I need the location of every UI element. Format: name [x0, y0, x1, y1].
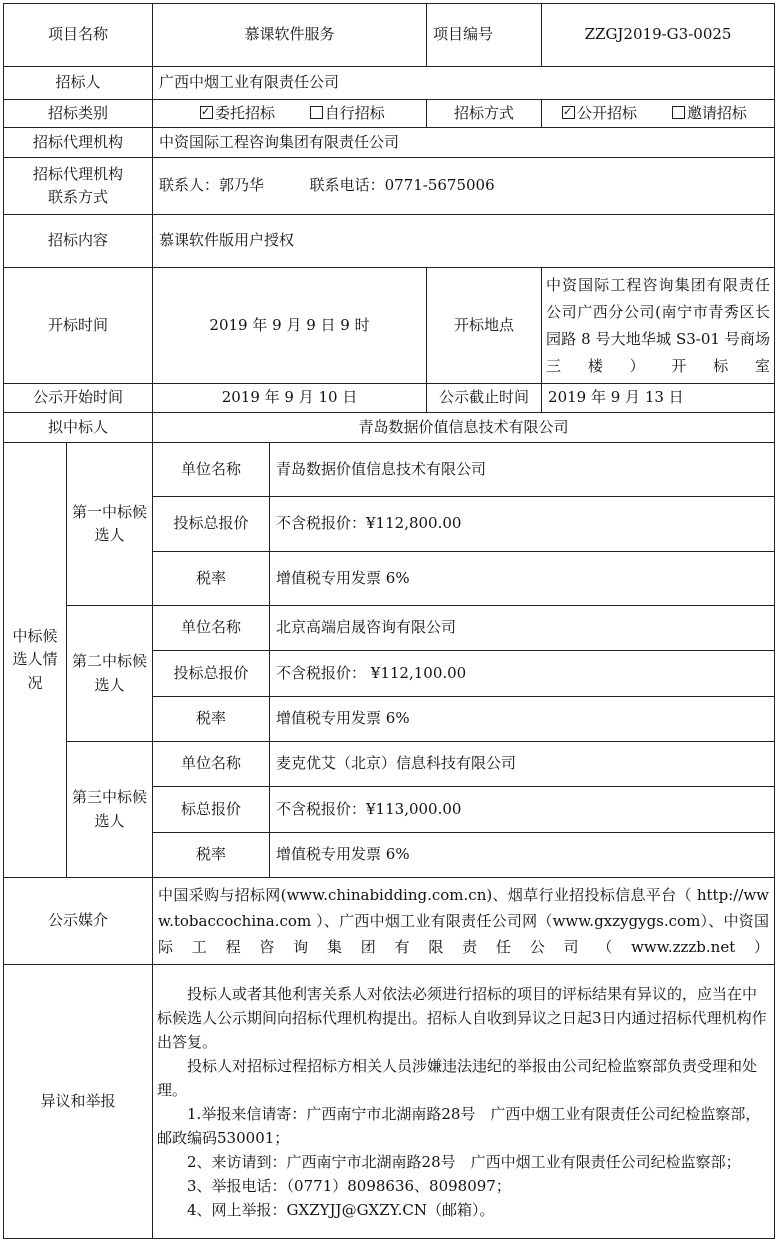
publicity-start: 2019 年 9 月 10 日	[153, 384, 427, 413]
publicity-row	[4, 384, 775, 413]
agency-label: 招标代理机构	[4, 128, 153, 158]
candidate-2-unit-row	[4, 606, 775, 651]
publicity-start-label: 公示开始时间	[4, 384, 153, 413]
candidate-2-price-label: 投标总报价	[153, 651, 270, 697]
agency-contact-row	[4, 158, 775, 215]
objection-para-2: 投标人对招标过程招标方相关人员涉嫌违法违纪的举报由公司纪检监察部负责受理和处理。	[157, 1056, 758, 1099]
media-label: 公示媒介	[4, 878, 153, 965]
winner-value: 青岛数据价值信息技术有限公司	[153, 413, 775, 443]
candidate-2-unit: 北京高端启晟咨询有限公司	[270, 606, 775, 651]
option-open: 公开招标	[577, 103, 638, 122]
content-row	[4, 215, 775, 268]
project-code: ZZGJ2019-G3-0025	[542, 4, 775, 67]
candidate-1-unit-label: 单位名称	[153, 443, 270, 497]
candidate-3-tax: 增值税专用发票 6%	[270, 833, 775, 878]
candidate-3-unit: 麦克优艾（北京）信息科技有限公司	[270, 742, 775, 787]
candidate-2-tax-label: 税率	[153, 697, 270, 742]
candidate-2-unit-label: 单位名称	[153, 606, 270, 651]
project-row	[4, 4, 775, 67]
agency-contact-label-line1: 招标代理机构	[33, 164, 124, 183]
opening-place: 中资国际工程咨询集团有限责任公司广西分公司(南宁市青秀区长园路 8 号大地华城 S3-01 号商场三楼）开标室	[542, 268, 775, 384]
opening-place-label: 开标地点	[427, 268, 542, 384]
tenderer-row	[4, 67, 775, 100]
option-invite: 邀请招标	[686, 103, 747, 122]
tender-type-options	[153, 100, 427, 128]
tender-type-row	[4, 100, 775, 128]
checkbox-empty-icon	[310, 106, 323, 119]
checkbox-checked-icon	[562, 106, 575, 119]
project-code-label: 项目编号	[427, 4, 542, 67]
tenderer-value: 广西中烟工业有限责任公司	[153, 67, 775, 100]
candidate-3-rank: 第三中标候选人	[67, 742, 153, 878]
tender-type-label: 招标类别	[4, 100, 153, 128]
candidate-1-unit: 青岛数据价值信息技术有限公司	[270, 443, 775, 497]
candidate-2-price: 不含税报价： ¥112,100.00	[270, 651, 775, 697]
agency-value: 中资国际工程咨询集团有限责任公司	[153, 128, 775, 158]
candidate-1-unit-row	[4, 443, 775, 497]
candidate-3-unit-label: 单位名称	[153, 742, 270, 787]
project-name: 慕课软件服务	[153, 4, 427, 67]
agency-contact-value	[153, 158, 775, 215]
candidate-3-price: 不含税报价：¥113,000.00	[270, 787, 775, 833]
project-name-label: 项目名称	[4, 4, 153, 67]
objection-row	[4, 965, 775, 1239]
tender-method-options	[542, 100, 775, 128]
agency-contact-person: 联系人：郭乃华	[159, 176, 265, 195]
opening-time: 2019 年 9 月 9 日 9 时	[153, 268, 427, 384]
candidate-3-unit-row	[4, 742, 775, 787]
agency-contact-phone: 联系电话：0771-5675006	[309, 176, 495, 195]
candidate-3-tax-label: 税率	[153, 833, 270, 878]
candidate-2-tax: 增值税专用发票 6%	[270, 697, 775, 742]
winner-label: 拟中标人	[4, 413, 153, 443]
objection-item-1: 1.举报来信请寄：广西南宁市北湖南路28号 广西中烟工业有限责任公司纪检监察部，邮政编码530001；	[157, 1104, 761, 1147]
publicity-table	[3, 3, 775, 1239]
option-entrusted: 委托招标	[215, 103, 276, 122]
content-value: 慕课软件版用户授权	[153, 215, 775, 268]
media-row	[4, 878, 775, 965]
objection-item-3: 3、举报电话：（0771）8098636、8098097；	[187, 1176, 511, 1195]
candidates-group-label: 中标候选人情况	[4, 443, 67, 878]
publicity-end: 2019 年 9 月 13 日	[542, 384, 775, 413]
objection-content	[153, 965, 775, 1239]
opening-row	[4, 268, 775, 384]
checkbox-empty-icon	[672, 106, 685, 119]
agency-contact-label-line2: 联系方式	[48, 188, 109, 206]
option-self: 自行招标	[324, 103, 385, 122]
objection-label: 异议和举报	[4, 965, 153, 1239]
objection-item-4: 4、网上举报：GXZYJJ@GXZY.CN（邮箱）。	[187, 1200, 495, 1219]
tenderer-label: 招标人	[4, 67, 153, 100]
publicity-end-label: 公示截止时间	[427, 384, 542, 413]
winner-row	[4, 413, 775, 443]
objection-item-2: 2、来访请到：广西南宁市北湖南路28号 广西中烟工业有限责任公司纪检监察部；	[187, 1152, 741, 1171]
tender-method-label: 招标方式	[427, 100, 542, 128]
candidate-1-price: 不含税报价：¥112,800.00	[270, 497, 775, 552]
agency-row	[4, 128, 775, 158]
objection-para-1: 投标人或者其他利害关系人对依法必须进行招标的项目的评标结果有异议的，应当在中标候选人公示期间向招标代理机构提出。招标人自收到异议之日起3日内通过招标代理机构作出答复。	[157, 984, 767, 1051]
candidate-1-tax-label: 税率	[153, 552, 270, 606]
media-value: 中国采购与招标网(www.chinabidding.com.cn)、烟草行业招投标信息平台（ http://www.tobaccochina.com ）、广西中烟工业有限责任公司网（www.gxzygygs.com）、中资国际工程咨询集团有限责任公司（www.zzzb.net）	[153, 878, 775, 965]
opening-time-label: 开标时间	[4, 268, 153, 384]
candidate-1-tax: 增值税专用发票 6%	[270, 552, 775, 606]
candidate-2-rank: 第二中标候选人	[67, 606, 153, 742]
checkbox-checked-icon	[200, 106, 213, 119]
agency-contact-label	[4, 158, 153, 215]
candidate-3-price-label: 标总报价	[153, 787, 270, 833]
content-label: 招标内容	[4, 215, 153, 268]
candidate-1-rank: 第一中标候选人	[67, 443, 153, 606]
candidate-1-price-label: 投标总报价	[153, 497, 270, 552]
